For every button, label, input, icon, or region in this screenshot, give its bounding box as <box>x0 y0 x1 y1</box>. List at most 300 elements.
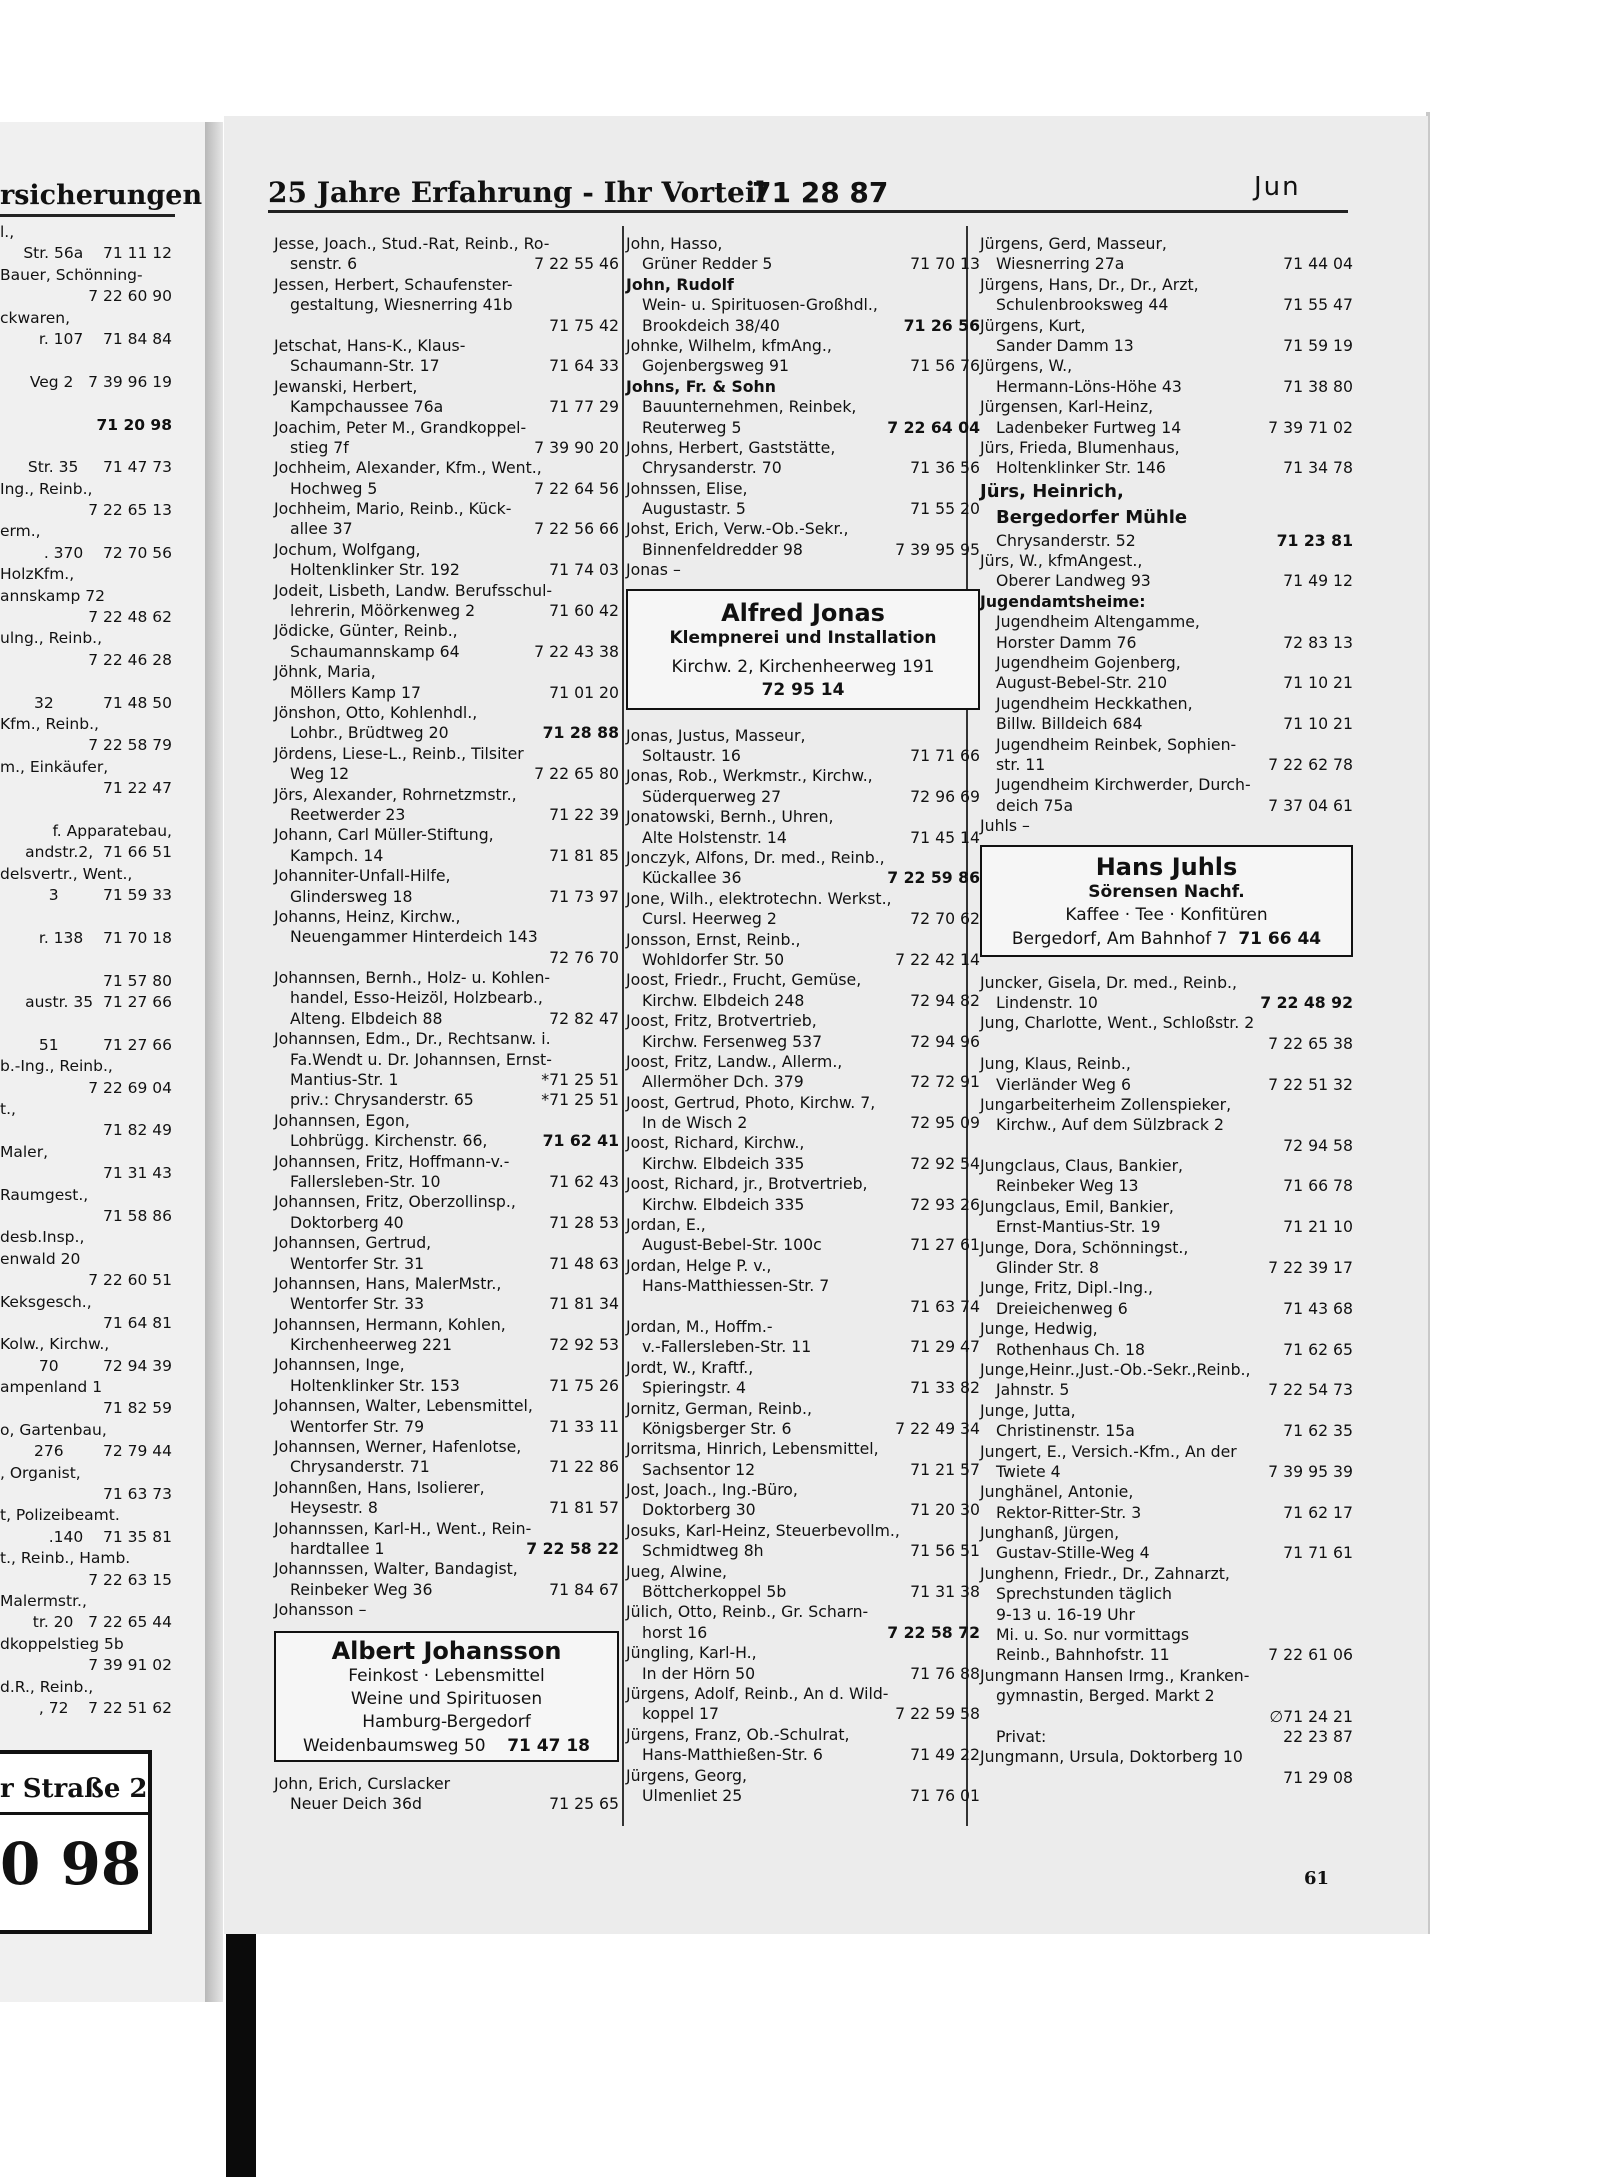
listing-text: Jörs, Alexander, Rohrnetzmstr., <box>274 784 517 804</box>
listing-line <box>626 1256 980 1276</box>
listing-text: Spieringstr. 4 <box>642 1378 746 1398</box>
ad-address: Weidenbaumsweg 50 <box>302 1735 486 1756</box>
listing-column-2 <box>626 234 980 1806</box>
listing-text: Johannsen, Edm., Dr., Rechtsanw. i. <box>274 1029 551 1049</box>
listing-line <box>274 1335 619 1355</box>
listing-text: Joost, Fritz, Brotvertrieb, <box>626 1011 817 1031</box>
listing-phone: 7 22 43 38 <box>534 641 619 661</box>
ad-name: Alfred Jonas <box>721 598 885 627</box>
listing-text: Jordan, E., <box>626 1215 706 1235</box>
listing-line <box>626 1562 980 1582</box>
listing-text: Jochheim, Mario, Reinb., Kück- <box>274 499 512 519</box>
listing-text: Joost, Gertrud, Photo, Kirchw. 7, <box>626 1092 876 1112</box>
previous-page-line: l., <box>0 223 15 241</box>
previous-page-line: 7 22 60 51 <box>88 1271 172 1290</box>
listing-text: Johannsen, Egon, <box>274 1110 410 1130</box>
listing-text: Johannsen, Hans, MalerMstr., <box>274 1273 502 1293</box>
listing-text: Doktorberg 30 <box>642 1500 756 1520</box>
listing-text: Josuks, Karl-Heinz, Steuerbevollm., <box>626 1520 900 1540</box>
listing-line <box>274 621 619 641</box>
listing-phone: 71 28 53 <box>549 1212 619 1232</box>
listing-text: Johannsen, Walter, Lebensmittel, <box>274 1396 533 1416</box>
previous-page-line: 7 22 58 79 <box>88 736 172 755</box>
listing-text: Johanniter-Unfall-Hilfe, <box>274 866 451 886</box>
listing-phone: 71 60 42 <box>549 601 619 621</box>
listing-line <box>980 1013 1353 1033</box>
listing-phone: 7 22 58 72 <box>887 1622 980 1642</box>
listing-text: Jone, Wilh., elektrotechn. Werkst., <box>626 888 892 908</box>
listing-line <box>274 1192 619 1212</box>
previous-page-line <box>0 671 172 692</box>
previous-page-line: 71 82 59 <box>102 1399 172 1418</box>
listing-line <box>274 805 619 825</box>
listing-phone: 7 22 58 22 <box>526 1539 619 1558</box>
listing-text: Holtenklinker Str. 192 <box>290 560 460 580</box>
listing-line <box>274 764 619 784</box>
listing-text: Fallersleben-Str. 10 <box>290 1171 441 1191</box>
listing-text: Junge, Jutta, <box>980 1400 1076 1420</box>
listing-line <box>980 438 1353 458</box>
listing-line <box>980 316 1353 336</box>
listing-text: Jugendheim Reinbek, Sophien- <box>996 734 1237 754</box>
listing-text: Ulmenliet 25 <box>642 1785 743 1805</box>
listing-text: Johnssen, Elise, <box>626 478 748 498</box>
ad-hans-juhls <box>980 845 1353 957</box>
listing-line <box>626 1602 980 1622</box>
listing-line <box>274 519 619 539</box>
listing-line <box>274 438 619 458</box>
listing-text: Jugendamtsheime: <box>980 591 1146 611</box>
previous-page-line <box>0 949 172 970</box>
listing-phone: 71 22 86 <box>549 1457 619 1477</box>
listing-text: Jürgens, Georg, <box>626 1765 747 1785</box>
listing-line <box>274 1396 619 1416</box>
listing-phone: 71 38 80 <box>1283 376 1353 396</box>
listing-text: Jonsson, Ernst, Reinb., <box>626 929 801 949</box>
listing-phone: 7 22 48 92 <box>1260 992 1353 1012</box>
previous-page-line: Kolw., Kirchw., <box>0 1335 110 1354</box>
listing-text: Jetschat, Hans-K., Klaus- <box>274 335 466 355</box>
listing-phone: 7 39 71 02 <box>1268 417 1353 437</box>
listing-line <box>980 505 1353 531</box>
listing-text: August-Bebel-Str. 210 <box>996 673 1168 693</box>
listing-text: Johannsen, Fritz, Hoffmann-v.- <box>274 1151 510 1171</box>
listing-text: koppel 17 <box>642 1704 719 1724</box>
listing-text: Jugendheim Heckkathen, <box>996 693 1193 713</box>
listing-text: Jugendheim Gojenberg, <box>996 653 1181 673</box>
header-rule <box>0 214 175 217</box>
listing-text: Schaumann-Str. 17 <box>290 356 440 376</box>
listing-text: Johnke, Wilhelm, kfmAng., <box>626 335 832 355</box>
listing-line <box>626 1745 980 1765</box>
listing-line <box>274 1355 619 1375</box>
listing-line <box>980 1217 1353 1237</box>
listing-line <box>980 1605 1353 1625</box>
listing-text: Sander Damm 13 <box>996 335 1134 355</box>
listing-phone: 71 71 66 <box>910 746 980 766</box>
listing-phone: 72 83 13 <box>1283 632 1353 652</box>
listing-line <box>274 703 619 723</box>
listing-line <box>626 1419 980 1439</box>
listing-line <box>626 828 980 848</box>
listing-text: Weg 12 <box>290 764 350 784</box>
listing-line <box>980 1176 1353 1196</box>
listing-text: Jungarbeiterheim Zollenspieker, <box>980 1094 1232 1114</box>
listing-line <box>274 560 619 580</box>
listing-text: Johannsen, Inge, <box>274 1355 405 1375</box>
previous-page-line: tr. 20 7 22 65 44 <box>32 1613 172 1632</box>
listing-line <box>626 1521 980 1541</box>
previous-page-line: 7 22 46 28 <box>88 650 172 669</box>
listing-text: Jüngling, Karl-H., <box>626 1643 757 1663</box>
previous-page-line: 32 71 48 50 <box>33 693 172 712</box>
listing-text: hardtallee 1 <box>290 1539 385 1558</box>
listing-text: Joost, Fritz, Landw., Allerm., <box>626 1051 843 1071</box>
listing-text: Glinder Str. 8 <box>996 1258 1099 1278</box>
listing-line <box>274 479 619 499</box>
listing-text: gymnastin, Berged. Markt 2 <box>996 1686 1215 1706</box>
listing-line <box>980 1442 1353 1462</box>
listing-text: Jülich, Otto, Reinb., Gr. Scharn- <box>626 1602 869 1622</box>
listing-line <box>274 866 619 886</box>
listing-line <box>980 775 1353 795</box>
previous-page-line: Raumgest., <box>0 1185 89 1204</box>
listing-text: Wentorfer Str. 31 <box>290 1253 425 1273</box>
listing-phone: 72 94 96 <box>910 1031 980 1051</box>
listing-phone: 7 39 90 20 <box>534 437 619 457</box>
listing-text: Twiete 4 <box>996 1461 1061 1481</box>
listing-line <box>980 1136 1353 1156</box>
listing-text: Johannsen, Fritz, Oberzollinsp., <box>274 1192 516 1212</box>
listing-entries <box>980 973 1353 1789</box>
listing-line <box>274 1294 619 1314</box>
listing-text: August-Bebel-Str. 100c <box>642 1235 822 1255</box>
listing-line <box>626 950 980 970</box>
listing-line <box>626 254 980 274</box>
listing-line <box>626 1215 980 1235</box>
listing-text: Junge, Fritz, Dipl.-Ing., <box>980 1278 1154 1298</box>
listing-line <box>274 887 619 907</box>
listing-line <box>274 581 619 601</box>
listing-text: Juncker, Gisela, Dr. med., Reinb., <box>980 972 1238 992</box>
listing-line <box>626 540 980 560</box>
listing-text: Wohldorfer Str. 50 <box>642 949 785 969</box>
listing-line <box>626 438 980 458</box>
listing-line <box>626 1439 980 1459</box>
listing-line <box>274 234 619 254</box>
listing-phone: 71 49 12 <box>1283 571 1353 591</box>
listing-phone: 71 55 47 <box>1283 295 1353 315</box>
previous-page-line <box>0 436 172 457</box>
listing-phone: 71 34 78 <box>1283 458 1353 478</box>
previous-page-line: 7 22 48 62 <box>88 608 172 627</box>
listing-text: Reuterweg 5 <box>642 417 742 437</box>
listing-text: Jöhnk, Maria, <box>274 662 376 682</box>
previous-page-line: 71 31 43 <box>102 1164 172 1183</box>
listing-phone: 7 37 04 61 <box>1268 795 1353 815</box>
listing-line <box>980 592 1353 612</box>
previous-page-line: annskamp 72 <box>0 586 106 605</box>
ad-line: Kaffee · Tee · Konfitüren <box>1065 904 1268 925</box>
listing-text: Heysestr. 8 <box>290 1498 378 1518</box>
previous-page-line: d.R., Reinb., <box>0 1677 94 1696</box>
ad-line: Weine und Spirituosen <box>350 1688 543 1709</box>
listing-text: Jürgens, W., <box>980 356 1073 376</box>
listing-line <box>626 1786 980 1806</box>
listing-text: Schaumannskamp 64 <box>290 641 460 661</box>
listing-line <box>980 1727 1353 1747</box>
listing-entries <box>626 234 980 581</box>
listing-line <box>626 1766 980 1786</box>
previous-page-header: rsicherungen <box>0 180 203 211</box>
listing-line <box>980 397 1353 417</box>
listing-line <box>626 1500 980 1520</box>
listing-text: Johannßen, Hans, Isolierer, <box>274 1477 485 1497</box>
previous-page-line: 71 22 47 <box>102 779 172 798</box>
previous-page <box>0 122 205 2002</box>
listing-text: Brookdeich 38/40 <box>642 315 780 335</box>
listing-text: horst 16 <box>642 1622 708 1642</box>
listing-text: Jungclaus, Claus, Bankier, <box>980 1156 1184 1176</box>
listing-phone: 72 76 70 <box>549 947 619 967</box>
listing-line <box>980 336 1353 356</box>
listing-line <box>274 1233 619 1253</box>
listing-line <box>980 1238 1353 1258</box>
previous-page-line: m., Einkäufer, <box>0 757 109 776</box>
listing-entries <box>626 726 980 1807</box>
listing-line <box>980 1197 1353 1217</box>
previous-page-line <box>0 907 172 928</box>
listing-line <box>626 1643 980 1663</box>
ad-line: Hamburg-Bergedorf <box>362 1711 531 1732</box>
listing-phone: 7 22 64 04 <box>887 417 980 437</box>
page-header-phone: 71 28 87 <box>752 176 889 209</box>
listing-text: Johann, Carl Müller-Stiftung, <box>274 825 494 845</box>
listing-text: Hans-Matthießen-Str. 6 <box>642 1745 823 1765</box>
listing-text: Mantius-Str. 1 <box>290 1070 399 1090</box>
listing-line <box>980 993 1353 1013</box>
listing-text: Johannsen, Gertrud, <box>274 1233 432 1253</box>
listing-phone: *71 25 51 <box>541 1070 619 1090</box>
previous-page-line: r. 107 71 84 84 <box>38 329 172 348</box>
listing-line <box>980 1666 1353 1686</box>
previous-page-line: , Organist, <box>0 1463 81 1482</box>
listing-line <box>626 787 980 807</box>
listing-line <box>980 234 1353 254</box>
listing-phone: 71 29 08 <box>1283 1767 1353 1787</box>
listing-line <box>980 1503 1353 1523</box>
listing-line <box>980 1543 1353 1563</box>
listing-line <box>980 1156 1353 1176</box>
listing-phone: 71 10 21 <box>1283 714 1353 734</box>
listing-text: Billw. Billdeich 684 <box>996 714 1143 734</box>
listing-text: Kückallee 36 <box>642 868 742 888</box>
listing-text: Jürgens, Franz, Ob.-Schulrat, <box>626 1724 850 1744</box>
listing-line <box>980 1340 1353 1360</box>
listing-text: deich 75a <box>996 795 1074 815</box>
listing-text: Kirchw. Elbdeich 335 <box>642 1194 805 1214</box>
listing-text: Jahnstr. 5 <box>996 1380 1070 1400</box>
listing-text: Jung, Charlotte, Went., Schloßstr. 2 <box>980 1013 1255 1033</box>
listing-phone: 7 22 61 06 <box>1268 1645 1353 1665</box>
listing-text: allee 37 <box>290 519 353 539</box>
previous-page-line: 51 71 27 66 <box>38 1035 172 1054</box>
header-rule <box>268 210 1348 213</box>
listing-text: 9-13 u. 16-19 Uhr <box>996 1604 1135 1624</box>
listing-text: Jonczyk, Alfons, Dr. med., Reinb., <box>626 847 885 867</box>
listing-text: Johns, Herbert, Gaststätte, <box>626 437 836 457</box>
listing-line <box>980 735 1353 755</box>
listing-line <box>980 1523 1353 1543</box>
listing-line <box>626 458 980 478</box>
previous-page-line <box>0 1013 172 1034</box>
listing-text: Doktorberg 40 <box>290 1212 404 1232</box>
listing-line <box>626 1154 980 1174</box>
listing-text: Bergedorfer Mühle <box>996 506 1188 528</box>
ad-phone: 71 47 18 <box>507 1735 591 1756</box>
listing-text: Oberer Landweg 93 <box>996 571 1151 591</box>
listing-phone: 72 92 54 <box>910 1153 980 1173</box>
listing-line <box>626 991 980 1011</box>
listing-phone: 71 26 56 <box>903 315 980 335</box>
listing-phone: 71 45 14 <box>910 827 980 847</box>
listing-phone: 7 22 42 14 <box>895 949 980 969</box>
listing-phone: 71 84 67 <box>549 1579 619 1599</box>
listing-line <box>274 356 619 376</box>
listing-phone: 71 23 81 <box>1276 530 1353 550</box>
listing-phone: 7 22 51 32 <box>1268 1074 1353 1094</box>
listing-text: Rothenhaus Ch. 18 <box>996 1339 1145 1359</box>
listing-line <box>626 909 980 929</box>
listing-line <box>274 1774 619 1794</box>
listing-text: gestaltung, Wiesnerring 41b <box>290 295 513 315</box>
listing-line <box>274 1600 619 1620</box>
listing-text: Jödicke, Günter, Reinb., <box>274 621 458 641</box>
listing-text: Wein- u. Spirituosen-Großhdl., <box>642 295 878 315</box>
listing-line <box>980 755 1353 775</box>
listing-text: Jürgensen, Karl-Heinz, <box>980 397 1154 417</box>
listing-text: Jueg, Alwine, <box>626 1561 728 1581</box>
listing-line <box>274 397 619 417</box>
listing-text: Johannsen, Hermann, Kohlen, <box>274 1314 506 1334</box>
listing-line <box>626 1235 980 1255</box>
ad-name: Albert Johansson <box>331 1636 562 1665</box>
listing-line <box>274 968 619 988</box>
listing-line <box>626 336 980 356</box>
listing-line <box>274 846 619 866</box>
listing-line <box>626 1032 980 1052</box>
previous-page-line: f. Apparatebau, <box>52 821 172 840</box>
listing-text: Gustav-Stille-Weg 4 <box>996 1543 1150 1563</box>
listing-text: Johanns, Heinz, Kirchw., <box>274 906 461 926</box>
previous-page-line: 3 71 59 33 <box>48 886 172 905</box>
listing-line <box>626 1541 980 1561</box>
ad-phone-number: 0 98 <box>0 1830 142 1898</box>
listing-line <box>626 316 980 336</box>
listing-phone: 7 22 65 80 <box>534 764 619 784</box>
listing-text: Kirchenheerweg 221 <box>290 1335 452 1355</box>
listing-text: Augustastr. 5 <box>642 499 746 519</box>
listing-text: Reetwerder 23 <box>290 804 406 824</box>
listing-line <box>980 612 1353 632</box>
listing-phone: 71 49 22 <box>910 1745 980 1765</box>
directory-page <box>224 116 1428 1934</box>
listing-line <box>626 1072 980 1092</box>
listing-text: John, Erich, Curslacker <box>274 1773 451 1793</box>
listing-text: John, Hasso, <box>626 234 723 253</box>
listing-text: Jürgens, Hans, Dr., Dr., Arzt, <box>980 274 1199 294</box>
listing-text: Jordan, Helge P. v., <box>626 1255 772 1275</box>
listing-text: Reinb., Bahnhofstr. 11 <box>996 1645 1170 1665</box>
listing-line <box>980 1299 1353 1319</box>
listing-line <box>274 1559 619 1579</box>
listing-text: Chrysanderstr. 71 <box>290 1457 430 1477</box>
listing-text: Jürgens, Kurt, <box>980 315 1086 335</box>
listing-text: Juhls – <box>980 816 1030 836</box>
listing-phone: 7 39 95 39 <box>1268 1461 1353 1481</box>
listing-text: Wiesnerring 27a <box>996 254 1125 274</box>
listing-text: Ladenbeker Furtweg 14 <box>996 417 1182 437</box>
listing-line <box>980 1054 1353 1074</box>
previous-page-line: t., <box>0 1100 16 1119</box>
ad-street: r Straße 2 <box>0 1774 148 1804</box>
previous-page-line: Malermstr., <box>0 1592 87 1610</box>
listing-text: Junghanß, Jürgen, <box>980 1523 1120 1543</box>
listing-line <box>626 1276 980 1296</box>
listing-phone: 71 28 88 <box>542 723 619 743</box>
listing-line <box>626 1378 980 1398</box>
listing-line <box>980 633 1353 653</box>
listing-line <box>626 397 980 417</box>
listing-text: Jungmann Hansen Irmg., Kranken- <box>980 1665 1250 1685</box>
ad-divider <box>0 1812 148 1815</box>
listing-line <box>980 653 1353 673</box>
listing-text: Jornitz, German, Reinb., <box>626 1398 812 1418</box>
listing-text: Jesse, Joach., Stud.-Rat, Reinb., Ro- <box>274 234 550 253</box>
listing-line <box>980 418 1353 438</box>
previous-page-line: . 370 72 70 56 <box>43 543 172 562</box>
previous-page-line: 71 82 49 <box>102 1121 172 1140</box>
listing-phone: 72 96 69 <box>910 786 980 806</box>
listing-text: Kampch. 14 <box>290 845 384 865</box>
listing-text: Ernst-Mantius-Str. 19 <box>996 1217 1161 1237</box>
listing-text: Jungert, E., Versich.-Kfm., An der <box>980 1441 1237 1461</box>
listing-text: lehrerin, Möörkenweg 2 <box>290 601 476 621</box>
listing-phone: ∅71 24 21 <box>1269 1706 1353 1726</box>
listing-line <box>274 601 619 621</box>
listing-line <box>626 560 980 580</box>
listing-line <box>980 796 1353 816</box>
listing-line <box>626 807 980 827</box>
listing-line <box>980 479 1353 505</box>
listing-line <box>274 418 619 438</box>
page-header-range: Jun <box>1254 172 1301 202</box>
previous-page-line: Keksgesch., <box>0 1292 92 1311</box>
previous-page-line: Kfm., Reinb., <box>0 714 99 733</box>
listing-text: Junge, Dora, Schönningst., <box>980 1237 1189 1257</box>
ad-alfred-jonas <box>626 589 980 710</box>
listing-phone: 7 22 49 34 <box>895 1418 980 1438</box>
previous-page-line: Maler, <box>0 1142 49 1161</box>
listing-text: Privat: <box>996 1727 1047 1746</box>
listing-line <box>274 683 619 703</box>
listing-text: Christinenstr. 15a <box>996 1421 1135 1441</box>
listing-line <box>626 889 980 909</box>
listing-line <box>274 499 619 519</box>
previous-page-line: ulng., Reinb., <box>0 629 103 648</box>
listing-text: Johst, Erich, Verw.-Ob.-Sekr., <box>626 519 849 539</box>
listing-line <box>980 1034 1353 1054</box>
